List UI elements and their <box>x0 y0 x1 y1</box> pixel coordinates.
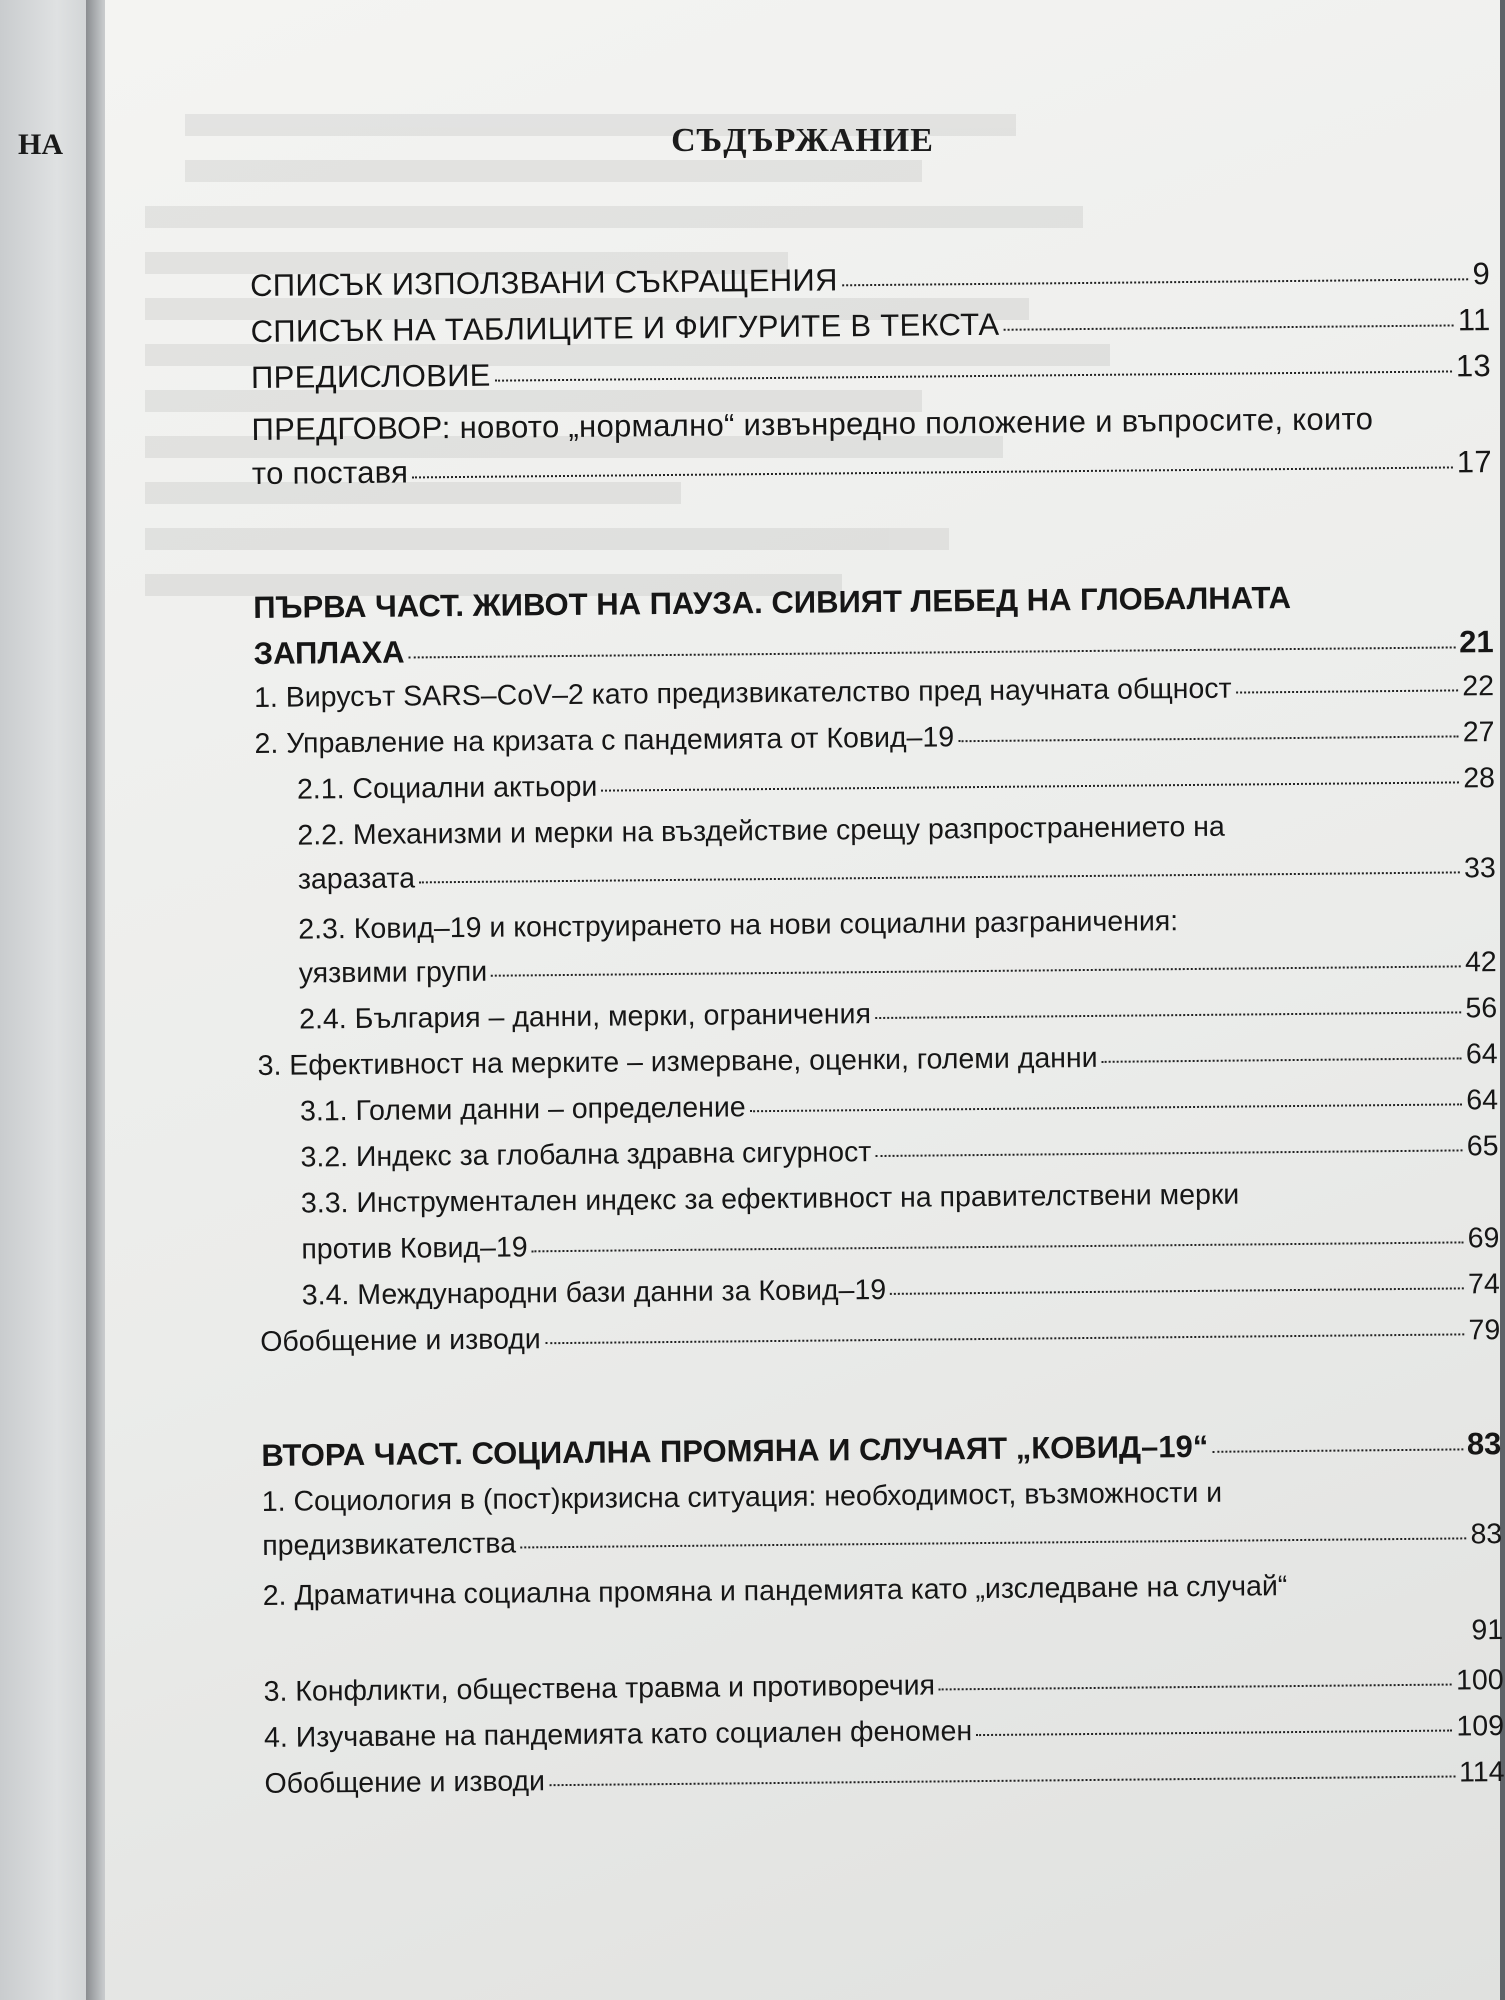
toc-entry[interactable] <box>300 1132 1498 1172</box>
toc-page-number: 28 <box>1463 762 1496 795</box>
toc-entry-title: против Ковид–19 <box>301 1231 528 1266</box>
toc-entry[interactable] <box>264 1712 1504 1752</box>
toc-entry-title: 2.1. Социални актьори <box>296 770 598 806</box>
dot-leader <box>1102 1057 1462 1062</box>
toc-entry[interactable] <box>263 1616 1503 1656</box>
dot-leader <box>1212 1448 1463 1452</box>
toc-entry-title: 3.1. Големи данни – определение <box>299 1091 746 1128</box>
toc-entry[interactable] <box>261 1428 1501 1471</box>
dot-leader <box>545 1333 1465 1344</box>
left-page-text-fragment: НА <box>18 128 63 161</box>
toc-entry[interactable] <box>302 1270 1500 1310</box>
left-page <box>0 0 95 2000</box>
toc-page-number: 21 <box>1458 624 1494 660</box>
dot-leader <box>419 871 1460 883</box>
toc-entry-title: 1. Вирусът SARS–CoV–2 като предизвикателство пред научната общност <box>253 672 1232 714</box>
toc-page-number: 64 <box>1465 1038 1498 1071</box>
dot-leader <box>1003 324 1453 330</box>
part-heading: ПЪРВА ЧАСТ. ЖИВОТ НА ПАУЗА. СИВИЯТ ЛЕБЕД НА ГЛОБАЛНАТА <box>253 580 1292 625</box>
toc-entry[interactable] <box>254 626 1494 669</box>
toc-entry-title: СПИСЪК НА ТАБЛИЦИТЕ И ФИГУРИТЕ В ТЕКСТА <box>250 306 1000 349</box>
toc-page-number: 69 <box>1467 1222 1500 1255</box>
toc-page-number: 74 <box>1467 1268 1500 1301</box>
toc-entry[interactable] <box>264 1666 1504 1706</box>
toc-entry-title: предизвикателства <box>262 1527 517 1562</box>
toc-entry-line: 1. Социология в (пост)кризисна ситуация: необходимост, възможности и <box>261 1476 1223 1518</box>
dot-leader <box>491 965 1461 976</box>
dot-leader <box>939 1684 1452 1691</box>
dot-leader <box>750 1103 1463 1112</box>
toc-entry[interactable] <box>260 1316 1500 1356</box>
dot-leader <box>495 370 1452 381</box>
dot-leader <box>520 1537 1467 1548</box>
toc-page-number: 11 <box>1457 302 1491 338</box>
toc-page-number: 42 <box>1464 946 1497 979</box>
dot-leader <box>875 1149 1462 1157</box>
toc-entry[interactable] <box>299 948 1497 988</box>
toc-page-number: 65 <box>1466 1130 1499 1163</box>
toc-page-number: 27 <box>1462 716 1495 749</box>
toc-entry[interactable] <box>250 304 1490 347</box>
toc-entry-title: СПИСЪК ИЗПОЛЗВАНИ СЪКРАЩЕНИЯ <box>249 262 838 303</box>
toc-entry-title: 3.2. Индекс за глобална здравна сигурност <box>300 1136 872 1174</box>
part-heading: ВТОРА ЧАСТ. СОЦИАЛНА ПРОМЯНА И СЛУЧАЯТ „КОВИД–19“ <box>261 1428 1209 1473</box>
dot-leader <box>601 781 1459 791</box>
toc-entry-title: ПРЕДИСЛОВИЕ <box>250 357 491 395</box>
toc-entry[interactable] <box>251 350 1491 393</box>
right-page <box>105 0 1505 2000</box>
dot-leader <box>958 735 1459 742</box>
toc-entry-line: 2. Драматична социална промяна и пандемията като „изследване на случай“ <box>262 1570 1288 1612</box>
toc-entry-line: 3.3. Инструментален индекс за ефективност на правителствени мерки <box>300 1178 1240 1220</box>
toc-entry[interactable] <box>297 764 1495 804</box>
toc-entry-title: ЗАПЛАХА <box>253 634 405 671</box>
toc-page-number: 79 <box>1468 1314 1501 1347</box>
toc-page-number: 17 <box>1456 444 1493 480</box>
toc-entry[interactable] <box>299 994 1497 1034</box>
toc-entry[interactable] <box>250 258 1490 301</box>
toc-entry-title: уязвими групи <box>298 955 488 990</box>
toc-page-number: 64 <box>1466 1084 1499 1117</box>
toc-entry[interactable] <box>262 1520 1502 1560</box>
dot-leader <box>1236 689 1459 693</box>
toc-entry-line: 2.3. Ковид–19 и конструирането на нови социални разграничения: <box>298 905 1179 946</box>
toc-entry-title: 4. Изучаване на пандемията като социален феномен <box>263 1715 973 1754</box>
toc-entry[interactable] <box>252 446 1492 489</box>
toc-entry-title: Обобщение и изводи <box>264 1765 546 1800</box>
toc-page-number: 91 <box>1471 1614 1504 1647</box>
toc-entry-title: то поставя <box>251 454 409 491</box>
dot-leader <box>267 1633 1467 1647</box>
toc-entry-title: Обобщение и изводи <box>260 1323 541 1358</box>
toc-entry[interactable] <box>301 1224 1499 1264</box>
page-title: СЪДЪРЖАНИЕ <box>671 122 934 159</box>
dot-leader <box>549 1776 1455 1787</box>
toc-entry-title: 3. Ефективност на мерките – измерване, оценки, големи данни <box>257 1041 1098 1082</box>
dot-leader <box>875 1011 1462 1019</box>
toc-entry-title: 3.4. Международни бази данни за Ковид–19 <box>301 1273 887 1312</box>
dot-leader <box>412 466 1453 478</box>
toc-page-number: 83 <box>1470 1518 1503 1551</box>
dot-leader <box>532 1241 1464 1252</box>
toc-entry-title: 2. Управление на кризата с пандемията от Ковид–19 <box>254 721 955 760</box>
toc-page-number: 100 <box>1455 1664 1504 1697</box>
toc-entry-title: заразата <box>297 862 416 896</box>
dot-leader <box>976 1730 1452 1737</box>
dot-leader <box>890 1287 1464 1295</box>
toc-page-number: 83 <box>1466 1426 1502 1462</box>
dot-leader <box>842 278 1469 286</box>
toc-entry[interactable] <box>254 718 1494 758</box>
table-of-contents <box>249 256 1505 1800</box>
toc-entry[interactable] <box>254 672 1494 712</box>
toc-page-number: 22 <box>1462 670 1495 703</box>
dot-leader <box>409 646 1456 658</box>
toc-page-number: 114 <box>1458 1756 1505 1789</box>
toc-entry-line: 2.2. Механизми и мерки на въздействие срещу разпространението на <box>297 810 1225 852</box>
toc-page-number: 33 <box>1463 852 1496 885</box>
toc-entry-line: ПРЕДГОВОР: новото „нормално“ извънредно положение и въпросите, които <box>251 401 1374 447</box>
toc-entry[interactable] <box>258 1040 1498 1080</box>
toc-entry[interactable] <box>300 1086 1498 1126</box>
toc-page-number: 9 <box>1472 256 1491 292</box>
toc-page-number: 109 <box>1456 1710 1505 1743</box>
toc-page-number: 56 <box>1465 992 1498 1025</box>
toc-page-number: 13 <box>1455 348 1492 384</box>
toc-entry-title: 3. Конфликти, обществена травма и противоречия <box>263 1669 936 1708</box>
toc-entry[interactable] <box>298 854 1496 894</box>
toc-entry-title: 2.4. България – данни, мерки, ограничения <box>299 998 872 1036</box>
toc-entry[interactable] <box>264 1758 1504 1798</box>
